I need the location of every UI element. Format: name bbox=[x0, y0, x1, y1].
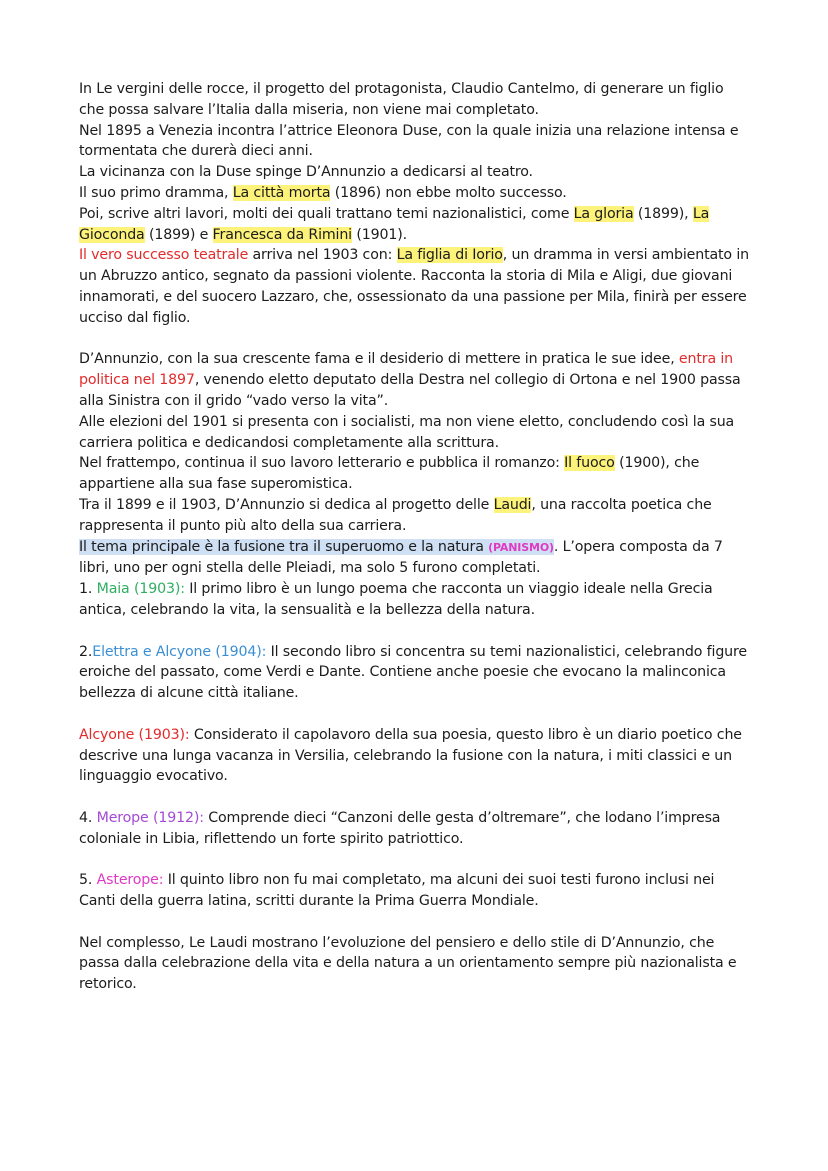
paragraph-laudi: Tra il 1899 e il 1903, D’Annunzio si dedica al progetto delle Laudi, una raccolta poetica che rappresenta il punto più alto della sua carriera. bbox=[79, 496, 712, 534]
highlight-la-gloria: La gloria bbox=[573, 205, 634, 222]
spacer bbox=[79, 329, 751, 350]
highlight-laudi: Laudi bbox=[493, 496, 532, 513]
panismo-label: (PANISMO) bbox=[488, 540, 554, 554]
paragraph-primo-dramma: Il suo primo dramma, La città morta (1896) non ebbe molto successo. bbox=[79, 184, 567, 201]
highlight-la-citta-morta: La città morta bbox=[232, 184, 331, 201]
paragraph-vergini-delle-rocce: In Le vergini delle rocce, il progetto del protagonista, Claudio Cantelmo, di generare un figlio che possa salvare l’Italia dalla miseria, non viene mai completato. bbox=[79, 81, 724, 118]
book-title-maia: Maia (1903): bbox=[96, 581, 185, 598]
spacer bbox=[79, 912, 751, 933]
book-item-asterope: 5. Asterope: Il quinto libro non fu mai completato, ma alcuni dei suoi testi furono inclusi nei Canti della guerra latina, scritti durante la Prima Guerra Mondiale. bbox=[79, 872, 715, 910]
book-item-merope: 4. Merope (1912): Comprende dieci “Canzoni delle gesta d’oltremare”, che lodano l’impresa coloniale in Libia, riflettendo un forte spirito patriottico. bbox=[79, 809, 721, 847]
spacer bbox=[79, 704, 751, 725]
red-text-successo-teatrale: Il vero successo teatrale bbox=[79, 247, 249, 264]
book-item-alcyone: Alcyone (1903): Considerato il capolavoro della sua poesia, questo libro è un diario poetico che descrive una lunga vacanza in Versilia, celebrando la fusione con la natura, i miti classici e un linguaggio evocativo. bbox=[79, 726, 742, 785]
book-title-asterope: Asterope: bbox=[96, 872, 164, 889]
highlight-la-figlia-di-iorio: La figlia di Iorio bbox=[396, 247, 503, 264]
book-title-merope: Merope (1912): bbox=[96, 809, 204, 826]
paragraph-tema-principale: Il tema principale è la fusione tra il superuomo e la natura (PANISMO). L’opera composta da 7 libri, uno per ogni stella delle Pleiadi, ma solo 5 furono completati. bbox=[79, 538, 723, 577]
book-title-alcyone: Alcyone (1903): bbox=[79, 726, 190, 743]
paragraph-altri-lavori: Poi, scrive altri lavori, molti dei quali trattano temi nazionalistici, come La gloria (1899), La Gioconda (1899) e Francesca da Rimini (1901). bbox=[79, 205, 710, 243]
book-item-maia: 1. Maia (1903): Il primo libro è un lungo poema che racconta un viaggio ideale nella Grecia antica, celebrando la vita, la sensualità e la bellezza della natura. bbox=[79, 581, 713, 618]
spacer bbox=[79, 621, 751, 642]
highlight-francesca-da-rimini: Francesca da Rimini bbox=[212, 226, 352, 243]
paragraph-politica: D’Annunzio, con la sua crescente fama e il desiderio di mettere in pratica le sue idee, entra in politica nel 1897, venendo eletto deputato della Destra nel collegio di Ortona e nel 1900 passa alla Sinistra con il grido “vado verso la vita”. bbox=[79, 351, 741, 409]
highlight-il-fuoco: Il fuoco bbox=[564, 455, 615, 472]
paragraph-il-fuoco: Nel frattempo, continua il suo lavoro letterario e pubblica il romanzo: Il fuoco (1900), che appartiene alla sua fase superomistica. bbox=[79, 455, 700, 493]
book-item-elettra: 2.Elettra e Alcyone (1904): Il secondo libro si concentra su temi nazionalistici, celebrando figure eroiche del passato, come Verdi e Dante. Contiene anche poesie che evocano la malinconica bellezza di alcune città italiane. bbox=[79, 643, 747, 702]
paragraph-teatro: La vicinanza con la Duse spinge D’Annunzio a dedicarsi al teatro. bbox=[79, 164, 533, 181]
red-text-entra-in-politica: entra in politica nel 1897 bbox=[79, 351, 733, 389]
highlight-la-gioconda: La Gioconda bbox=[79, 205, 710, 243]
book-title-elettra: Elettra e Alcyone (1904): bbox=[92, 643, 267, 660]
document-page bbox=[79, 79, 751, 995]
spacer bbox=[79, 849, 751, 870]
paragraph-successo-teatrale: Il vero successo teatrale arriva nel 1903 con: La figlia di Iorio, un dramma in versi ambientato in un Abruzzo antico, segnato da passioni violente. Racconta la storia di Mila e Aligi, due giovani innamorati, e del suocero Lazzaro, che, ossessionato da una passione per Mila, finirà per essere ucciso dal figlio. bbox=[79, 247, 749, 326]
paragraph-conclusione: Nel complesso, Le Laudi mostrano l’evoluzione del pensiero e dello stile di D’Annunzio, che passa dalla celebrazione della vita e della natura a un orientamento sempre più nazionalista e retorico. bbox=[79, 934, 737, 993]
spacer bbox=[79, 787, 751, 808]
highlight-tema-principale: Il tema principale è la fusione tra il superuomo e la natura (PANISMO) bbox=[79, 538, 554, 555]
paragraph-duse: Nel 1895 a Venezia incontra l’attrice Eleonora Duse, con la quale inizia una relazione intensa e tormentata che durerà dieci anni. bbox=[79, 122, 739, 160]
paragraph-elezioni-1901: Alle elezioni del 1901 si presenta con i socialisti, ma non viene eletto, concludendo così la sua carriera politica e dedicandosi completamente alla scrittura. bbox=[79, 413, 735, 451]
